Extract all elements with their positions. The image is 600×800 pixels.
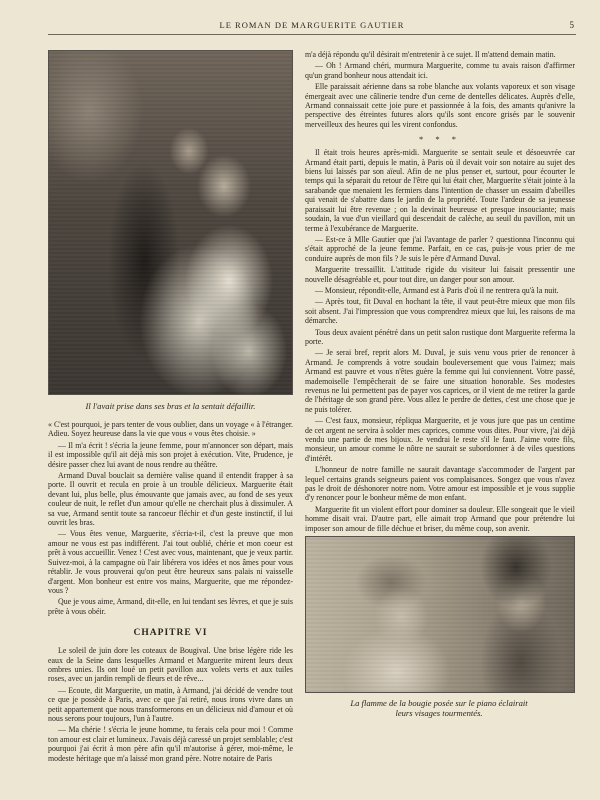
paragraph: Marguerite tressaillit. L'attitude rigide du visiteur lui faisait pressentir une nouvelle désagréable et, pour tout dire, un danger pour son amour. (305, 265, 575, 284)
paragraph: Il était trois heures après-midi. Marguerite se sentait seule et désoeuvrée car Armand était parti, depuis le matin, à Paris où il devait voir son notaire au sujet des biens lui laissés par son aïeul. Afin de ne plus penser et, surtout, pour écourter le temps qui la séparait du retour de l'être qui lui était cher, Marguerite s'était jointe à la sarabande que menaient les fermiers dans l'intention de chasser un essaim d'abeilles qui venait de s'abattre dans le jardin de la propriété. Toute l'ardeur de sa jeunesse paraissait lui être revenue ; on la devinait heureuse et presque insouciante; mais soudain, la vue d'un vieillard qui descendait de calèche, au seuil du pavillon, mit un terme à l'exubérance de Marguerite. (305, 148, 575, 233)
chapter-heading: CHAPITRE VI (133, 628, 208, 639)
paragraph: Que je vous aime, Armand, dit-elle, en lui tendant ses lèvres, et que je suis prête à vous obéir. (48, 597, 293, 616)
paragraph: — Je serai bref, reprit alors M. Duval, je suis venu vous prier de renoncer à Armand. Je comprends à votre soudain bouleversement que vous l'aimez; mais Armand est pauvre et vous n'êtes guère la femme qui lui conviennent. Votre passé, mademoiselle l'empêcherait de se faire une situation honorable. Ses modestes revenus ne lui permettent pas de payer vos caprices, or il vient de me retirer la garde de l'héritage de son grand père. Vous allez le perdre de dettes, c'est une chose que je ne puis tolérer. (305, 348, 575, 414)
film-still-embrace (48, 50, 293, 395)
paragraph: — C'est faux, monsieur, répliqua Marguerite, et je vous jure que pas un centime de cet argent ne servira à solder mes caprices, comme vous dites. Pour vivre, j'ai déjà vendu une partie de mes bijoux. Je vendrai le reste s'il le faut. J'aime votre fils, monsieur, un amour comme le nôtre ne saurait se subordonner à de viles questions d'intérêt. (305, 416, 575, 463)
paragraph: — Il m'a écrit ! s'écria la jeune femme, pour m'annoncer son départ, mais il est impossible qu'il ait déjà mis son projet à exécution. Vite, Prudence, je désire passer chez lui avant de nous rendre au théâtre. (48, 440, 293, 469)
left-column (48, 50, 293, 790)
photo-block-right (305, 536, 575, 719)
paragraph: Tous deux avaient pénétré dans un petit salon rustique dont Marguerite referma la porte. (305, 327, 575, 346)
paragraph: — Monsieur, répondit-elle, Armand est à Paris d'où il ne rentrera qu'à la nuit. (315, 285, 559, 295)
paragraph: Marguerite fit un violent effort pour dominer sa douleur. Elle songeait que le vieil homme disait vrai. D'autre part, elle aimait trop Armand que pour prétendre lui imposer son amour de fille déchue et briser, du même coup, son avenir. (305, 504, 575, 533)
photo-caption-right (305, 698, 573, 718)
right-column (305, 50, 575, 790)
caption-line-2: leurs visages tourmentés. (395, 708, 483, 719)
running-title: LE ROMAN DE MARGUERITE GAUTIER (219, 20, 405, 30)
paragraph: — Est-ce à Mlle Gautier que j'ai l'avantage de parler ? questionna l'inconnu qui s'était approché de la jeune femme. Parfait, en ce cas, puis-je vous prier de me conduire auprès de mon fils ? Je suis le père d'Armand Duval. (305, 234, 575, 263)
section-break: * * * (419, 134, 461, 145)
paragraph: Elle paraissait aérienne dans sa robe blanche aux volants vaporeux et son visage émergeait avec une câlinerie tendre d'un cerne de dentelles délicates. Auprès d'elle, Armand connaissait cette joie pure et passionnée à la fois, des amants qu'anivre la perspective des étreintes futures alors qu'ils sont encore grisés par le souvenir merveilleux des heures qui les virent confondus. (305, 82, 575, 129)
paragraph: — Oh ! Armand chéri, murmura Marguerite, comme tu avais raison d'affirmer qu'un grand bonheur nous attendait ici. (305, 61, 575, 80)
caption-line-1: La flamme de la bougie posée sur le piano éclairait (350, 698, 528, 709)
paragraph: Le soleil de juin dore les coteaux de Bougival. Une brise légère ride les eaux de la Seine dans lesquelles Armand et Marguerite mirent leurs deux ombres unies. Ils ont loué un petit pavillon aux volets verts et aux tuiles roses, avec un jardin rempli de fleurs et de rêve... (48, 646, 293, 684)
paragraph: — Après tout, fit Duval en hochant la tête, il vaut peut-être mieux que mon fils soit absent. J'ai l'impression que vous comprendrez mieux que lui, les raisons de ma démarche. (305, 297, 575, 326)
paragraph: L'honneur de notre famille ne saurait davantage s'accommoder de l'argent par lequel certains grands seigneurs paient vos complaisances. Songez que vous n'avez pas le droit de déshonorer notre nom. Votre amour est impossible et je vous supplie d'y renoncer pour le bonheur même de mon enfant. (305, 465, 575, 503)
photo-grain (49, 51, 292, 394)
paragraph: m'a déjà répondu qu'il désirait m'entretenir à ce sujet. Il m'attend demain matin. (305, 50, 556, 59)
paragraph: — Ecoute, dit Marguerite, un matin, à Armand, j'ai décidé de vendre tout ce que je possède à Paris, avec ce que j'ai retiré, nous irons vivre dans un petit appartement que nous transformerons en un délicieux nid d'amour et où nous serons pour toujours, l'un à l'autre. (48, 685, 293, 723)
paragraph: Armand Duval bouclait sa dernière valise quand il entendit frapper à sa porte. Il ouvrit et recula en proie à un trouble délicieux. Marguerite était devant lui, plus belle, plus émouvante que jamais avec, au fond de ses yeux couleur de nuit, le reflet d'un amour qu'elle ne cherchait plus à dissimuler. A sa vue, Armand sentit toute sa rancoeur fléchir et d'un geste instinctif, il lui ouvrit les bras. (48, 471, 293, 528)
paragraph: — Ma chérie ! s'écria le jeune homme, tu ferais cela pour moi ! Comme ton amour est clair et lumineux. J'avais déjà caressé un projet semblable; c'est pourquoi j'ai écrit à mon père afin qu'il m'autorise à gérer, moi-même, le modeste héritage que m'a laissé mon grand père. Notre notaire de Paris (48, 725, 293, 763)
header-rule (48, 34, 576, 35)
page-header (48, 20, 576, 38)
photo-caption-left: Il l'avait prise dans ses bras et la sentait défaillir. (85, 401, 256, 411)
page-number: 5 (569, 20, 574, 30)
film-still-piano (305, 536, 575, 693)
paragraph: « C'est pourquoi, je pars tenter de vous oublier, dans un voyage « à l'étranger. Adieu. Soyez heureuse dans la vie que vous « vous êtes choisie. » (48, 420, 293, 439)
photo-grain (306, 537, 574, 692)
paragraph: — Vous êtes venue, Marguerite, s'écria-t-il, c'est la preuve que mon amour ne vous est pas indifférent. J'ai tout oublié, chérie et mon coeur est prêt à vous accueillir. Venez ! C'est avec vous, maintenant, que je veux partir. Suivez-moi, à la campagne où l'air libérera vos idées et nos âmes pour vous rétablir. Je vous prouverai qu'on peut être heureux sans palais ni vaisselle d'argent. Mon bonheur est entre vos mains, Marguerite, que me répondez-vous ? (48, 529, 293, 595)
